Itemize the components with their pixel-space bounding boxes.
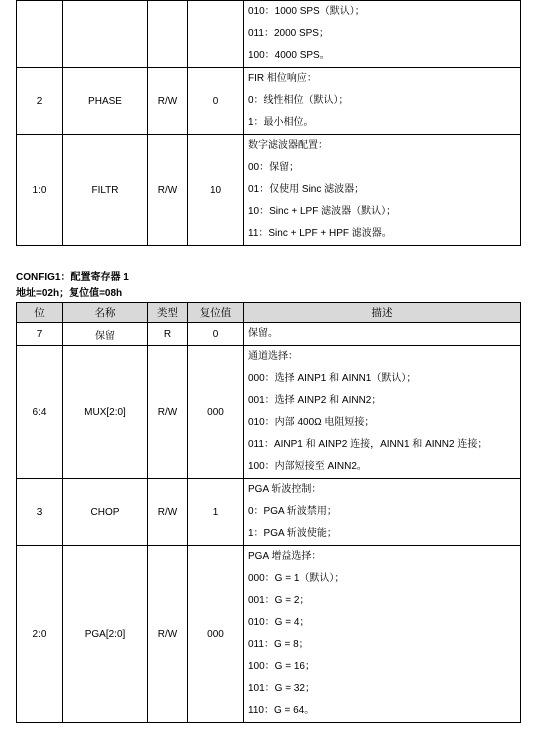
filter-register-table-continued	[16, 0, 521, 246]
bit-cell: 7	[17, 323, 63, 346]
description-line: 010：1000 SPS（默认）；	[248, 6, 365, 17]
description-line: 010：内部 400Ω 电阻短接；	[248, 417, 375, 428]
reset-cell: 1	[188, 479, 244, 546]
description-cell	[244, 135, 521, 246]
bit-cell: 6:4	[17, 346, 63, 479]
type-cell: R/W	[148, 346, 188, 479]
description-line: 数字滤波器配置：	[248, 140, 328, 151]
table-header-row	[17, 303, 521, 323]
description-line: PGA 斩波控制：	[248, 484, 322, 495]
table-row	[17, 479, 521, 546]
name-cell: FILTR	[63, 135, 148, 246]
description-line: 000：G = 1（默认）；	[248, 573, 345, 584]
reset-cell: 000	[188, 346, 244, 479]
description-line: 110：G = 64。	[248, 705, 315, 716]
header-bit: 位	[17, 303, 63, 323]
bit-cell: 3	[17, 479, 63, 546]
name-cell	[63, 1, 148, 68]
name-cell: PHASE	[63, 68, 148, 135]
type-cell: R	[148, 323, 188, 346]
reset-cell: 000	[188, 546, 244, 723]
header-reset: 复位值	[188, 303, 244, 323]
reset-cell: 10	[188, 135, 244, 246]
reset-cell	[188, 1, 244, 68]
table-row	[17, 346, 521, 479]
name-cell: MUX[2:0]	[63, 346, 148, 479]
description-cell	[244, 1, 521, 68]
description-line: 11：Sinc + LPF + HPF 滤波器。	[248, 228, 392, 239]
header-desc: 描述	[244, 303, 521, 323]
description-line: 通道选择：	[248, 351, 298, 362]
table-row	[17, 1, 521, 68]
type-cell	[148, 1, 188, 68]
reset-cell: 0	[188, 323, 244, 346]
config1-address: 地址=02h；复位值=08h	[16, 288, 123, 299]
description-line: 00：保留；	[248, 162, 300, 173]
name-cell: PGA[2:0]	[63, 546, 148, 723]
header-type: 类型	[148, 303, 188, 323]
description-line: 000：选择 AINP1 和 AINN1（默认）；	[248, 373, 417, 384]
description-line: 01：仅使用 Sinc 滤波器；	[248, 184, 365, 195]
description-line: 101：G = 32；	[248, 683, 315, 694]
bit-cell: 2:0	[17, 546, 63, 723]
description-line: 001：选择 AINP2 和 AINN2；	[248, 395, 382, 406]
description-line: 1：PGA 斩波使能；	[248, 528, 337, 539]
description-line: 0：PGA 斩波禁用；	[248, 506, 337, 517]
type-cell: R/W	[148, 479, 188, 546]
description-cell	[244, 479, 521, 546]
type-cell: R/W	[148, 135, 188, 246]
description-line: 100：内部短接至 AINN2。	[248, 461, 367, 472]
type-cell: R/W	[148, 546, 188, 723]
table-row	[17, 546, 521, 723]
description-cell	[244, 68, 521, 135]
table-row	[17, 135, 521, 246]
name-cell: CHOP	[63, 479, 148, 546]
table-row	[17, 68, 521, 135]
description-line: PGA 增益选择：	[248, 551, 322, 562]
description-cell	[244, 546, 521, 723]
description-line: 保留。	[248, 328, 278, 339]
description-cell	[244, 346, 521, 479]
description-line: 10：Sinc + LPF 滤波器（默认）；	[248, 206, 397, 217]
table-row	[17, 323, 521, 346]
description-line: 011：G = 8；	[248, 639, 309, 650]
description-line: 1：最小相位。	[248, 117, 314, 128]
description-cell	[244, 323, 521, 346]
description-line: 100：4000 SPS。	[248, 50, 330, 61]
header-name: 名称	[63, 303, 148, 323]
type-cell: R/W	[148, 68, 188, 135]
description-line: FIR 相位响应：	[248, 73, 317, 84]
config1-register-table	[16, 302, 521, 723]
description-line: 0：线性相位（默认）；	[248, 95, 349, 106]
config1-title: CONFIG1：配置寄存器 1	[16, 272, 129, 283]
bit-cell	[17, 1, 63, 68]
bit-cell: 1:0	[17, 135, 63, 246]
description-line: 001：G = 2；	[248, 595, 310, 606]
name-cell: 保留	[63, 323, 148, 346]
description-line: 100：G = 16；	[248, 661, 315, 672]
bit-cell: 2	[17, 68, 63, 135]
description-line: 011：AINP1 和 AINP2 连接，AINN1 和 AINN2 连接；	[248, 439, 488, 450]
reset-cell: 0	[188, 68, 244, 135]
description-line: 010：G = 4；	[248, 617, 310, 628]
description-line: 011：2000 SPS；	[248, 28, 329, 39]
